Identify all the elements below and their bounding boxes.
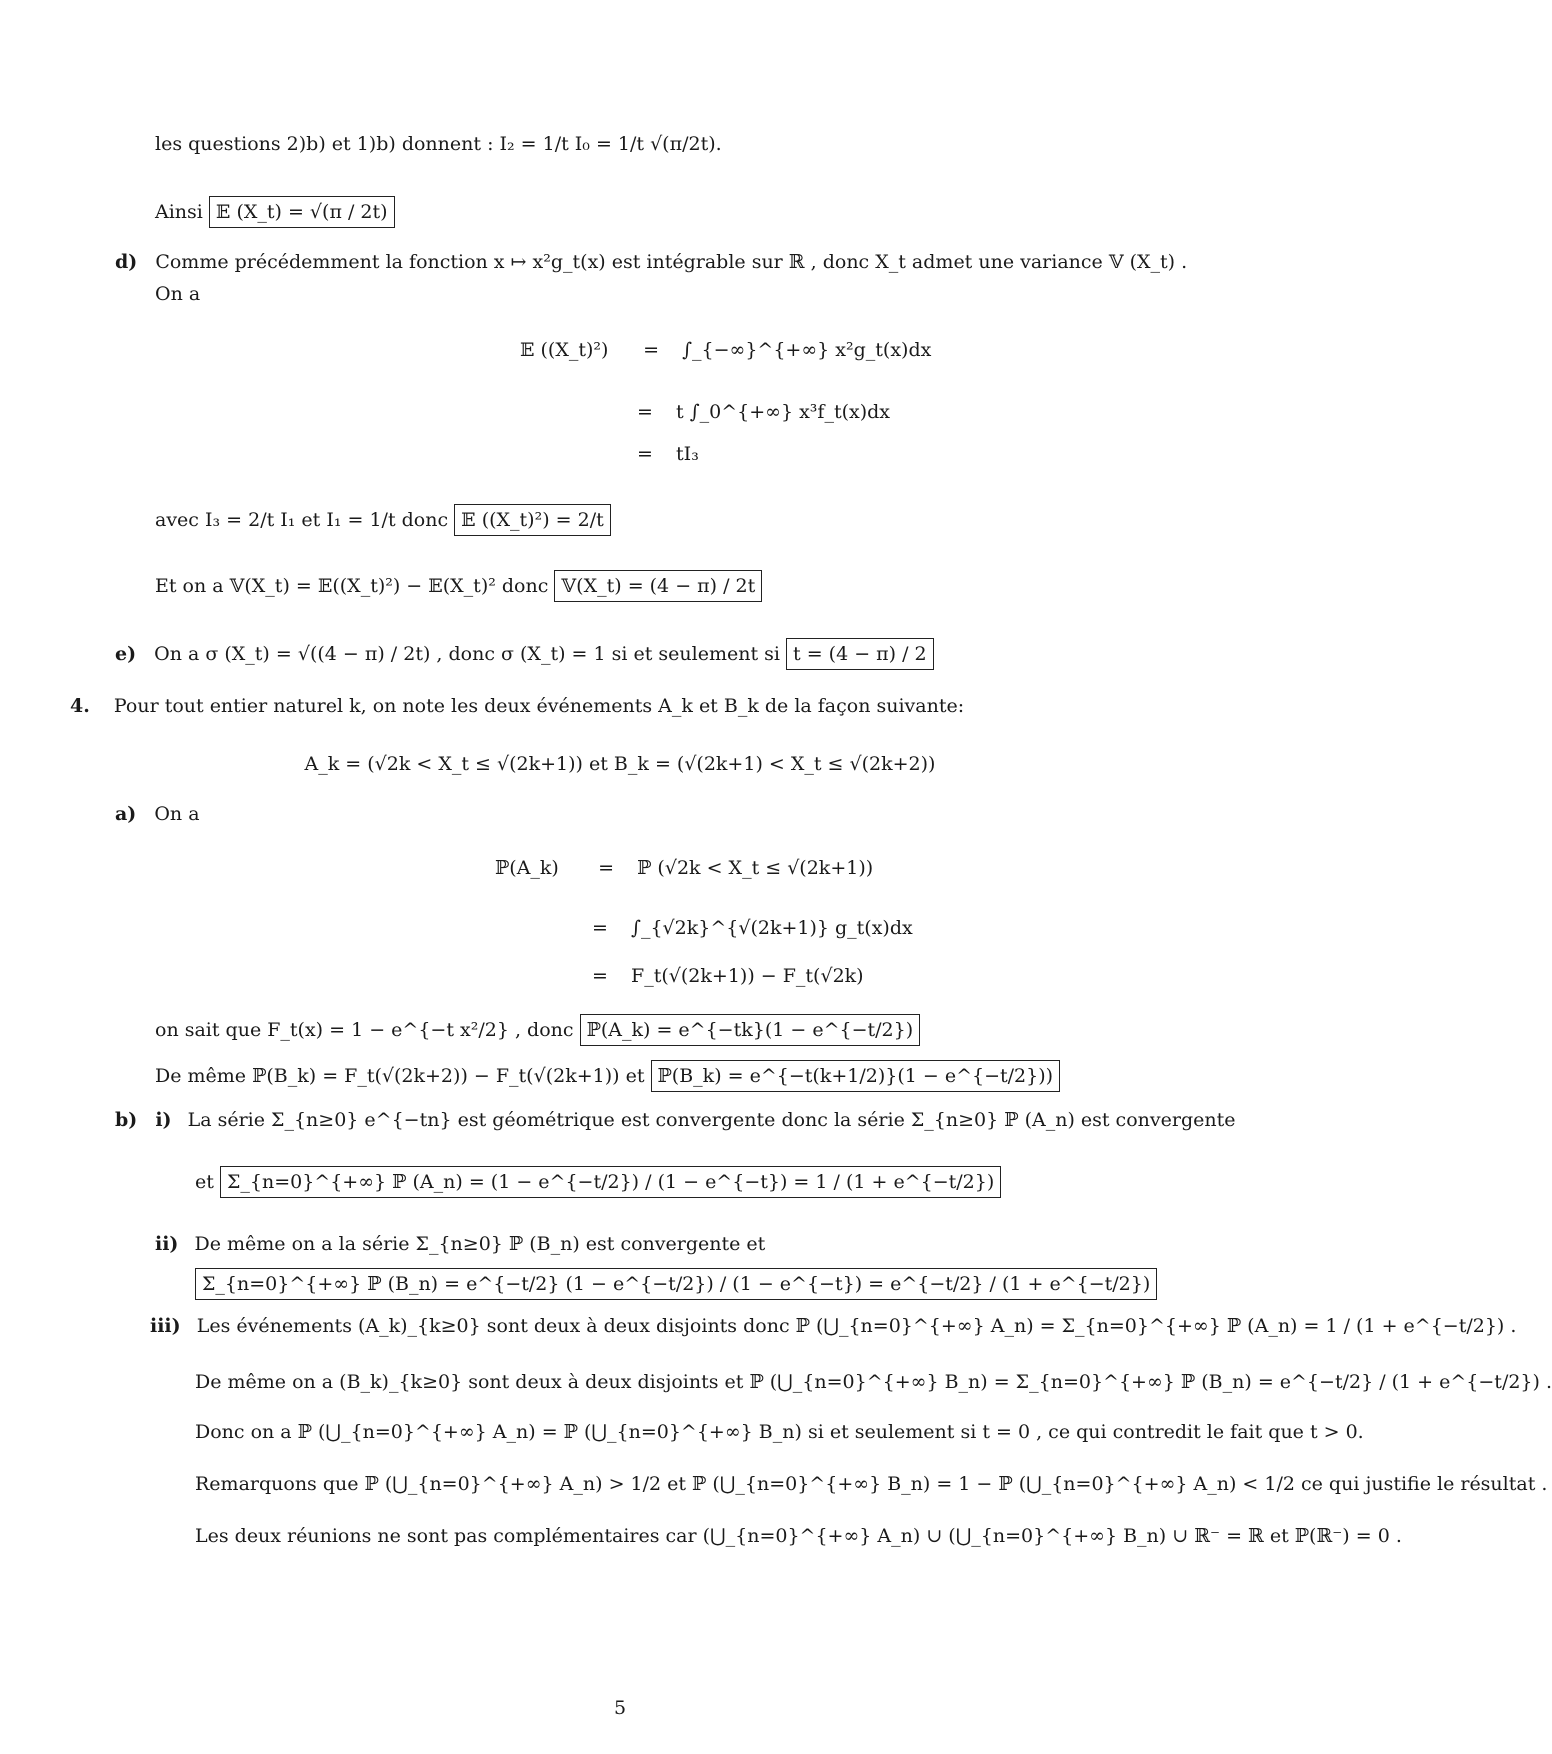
result-box-t: t = (4 − π) / 2 bbox=[786, 638, 934, 670]
eq-a1-lhs: ℙ(A_k) bbox=[495, 857, 559, 879]
ainsi-line bbox=[155, 196, 395, 228]
eq-d-row3 bbox=[620, 442, 699, 466]
part-b-ii-label: ii) bbox=[155, 1233, 179, 1255]
eq-sign: = bbox=[598, 857, 614, 879]
part-b-iii-text1: Les événements (A_k)_{k≥0} sont deux à deux disjoints donc ℙ (⋃_{n=0}^{+∞} A_n) = Σ_{n=0}^{+∞} ℙ (A_n) = 1 / (1 + e^{−t/2}) . bbox=[196, 1315, 1517, 1337]
part-b-iii-text4: Remarquons que ℙ (⋃_{n=0}^{+∞} A_n) > 1/2 et ℙ (⋃_{n=0}^{+∞} B_n) = 1 − ℙ (⋃_{n=0}^{+∞} A_n) < 1/2 ce qui justifie le résultat . bbox=[195, 1473, 1548, 1495]
part-a-line bbox=[115, 802, 200, 826]
part-b-ii-text: De même on a la série Σ_{n≥0} ℙ (B_n) est convergente et bbox=[194, 1233, 766, 1255]
eq-a-row3 bbox=[575, 964, 864, 988]
part-d-text: Comme précédemment la fonction x ↦ x²g_t(x) est intégrable sur ℝ , donc X_t admet une variance 𝕍 (X_t) . bbox=[155, 251, 1188, 273]
avec-line bbox=[155, 504, 611, 536]
events-definition: A_k = (√2k < X_t ≤ √(2k+1)) et B_k = (√(2k+1) < X_t ≤ √(2k+2)) bbox=[304, 753, 936, 775]
eq-a2-rhs: ∫_{√2k}^{√(2k+1)} g_t(x)dx bbox=[631, 917, 913, 939]
part-b-iii-text3: Donc on a ℙ (⋃_{n=0}^{+∞} A_n) = ℙ (⋃_{n=0}^{+∞} B_n) si et seulement si t = 0 , ce qui contredit le fait que t > 0. bbox=[195, 1421, 1364, 1443]
variance-text: Et on a 𝕍(X_t) = 𝔼((X_t)²) − 𝔼(X_t)² donc bbox=[155, 575, 549, 597]
part-d-text2: On a bbox=[155, 283, 201, 305]
intro-line: les questions 2)b) et 1)b) donnent : I₂ = 1/t I₀ = 1/t √(π/2t). bbox=[155, 133, 722, 155]
eq-sign: = bbox=[637, 443, 653, 465]
part-b-i-text: La série Σ_{n≥0} e^{−tn} est géométrique est convergente donc la série Σ_{n≥0} ℙ (A_n) est convergente bbox=[187, 1109, 1236, 1131]
eq-d2-rhs: t ∫_0^{+∞} x³f_t(x)dx bbox=[676, 401, 891, 423]
part-b-i-label: i) bbox=[155, 1109, 172, 1131]
on-sait-line bbox=[155, 1014, 920, 1046]
eq-sign: = bbox=[637, 401, 653, 423]
part-b-ii-line bbox=[155, 1232, 765, 1256]
result-box-pbk: ℙ(B_k) = e^{−t(k+1/2)}(1 − e^{−t/2})) bbox=[651, 1060, 1061, 1092]
de-meme-line bbox=[155, 1060, 1060, 1092]
result-box-variance: 𝕍(X_t) = (4 − π) / 2t bbox=[554, 570, 762, 602]
eq-sign: = bbox=[592, 917, 608, 939]
eq-d3-rhs: tI₃ bbox=[676, 443, 699, 465]
part-b-i-et: et bbox=[195, 1171, 214, 1193]
eq-a-row1 bbox=[495, 856, 873, 880]
part-d-line bbox=[115, 250, 1187, 274]
part-b-ii-result bbox=[195, 1268, 1157, 1300]
part-e-text: On a σ (X_t) = √((4 − π) / 2t) , donc σ (X_t) = 1 si et seulement si bbox=[154, 643, 780, 665]
part-b-iii-line1 bbox=[150, 1314, 1516, 1338]
eq-d-row1 bbox=[520, 338, 931, 362]
result-box-sum-an: Σ_{n=0}^{+∞} ℙ (A_n) = (1 − e^{−t/2}) / (1 − e^{−t}) = 1 / (1 + e^{−t/2}) bbox=[220, 1166, 1001, 1198]
part-b-iii-text2: De même on a (B_k)_{k≥0} sont deux à deux disjoints et ℙ (⋃_{n=0}^{+∞} B_n) = Σ_{n=0}^{+∞} ℙ (B_n) = e^{−t/2} / (1 + e^{−t/2}) . bbox=[195, 1371, 1552, 1393]
result-box-second-moment: 𝔼 ((X_t)²) = 2/t bbox=[454, 504, 611, 536]
on-sait-text: on sait que F_t(x) = 1 − e^{−t x²/2} , donc bbox=[155, 1019, 574, 1041]
eq-a3-rhs: F_t(√(2k+1)) − F_t(√2k) bbox=[631, 965, 864, 987]
eq-sign: = bbox=[592, 965, 608, 987]
eq-sign: = bbox=[643, 339, 659, 361]
result-box-pak: ℙ(A_k) = e^{−tk}(1 − e^{−t/2}) bbox=[580, 1014, 921, 1046]
page-number: 5 bbox=[613, 1697, 627, 1719]
eq-a-row2 bbox=[575, 916, 913, 940]
question-4-label: 4. bbox=[70, 695, 90, 717]
part-b-iii-text5: Les deux réunions ne sont pas complémentaires car (⋃_{n=0}^{+∞} A_n) ∪ (⋃_{n=0}^{+∞} B_n) ∪ ℝ⁻ = ℝ et ℙ(ℝ⁻) = 0 . bbox=[195, 1525, 1402, 1547]
result-box-sum-bn: Σ_{n=0}^{+∞} ℙ (B_n) = e^{−t/2} (1 − e^{−t/2}) / (1 − e^{−t}) = e^{−t/2} / (1 + e^{−t/2}) bbox=[195, 1268, 1157, 1300]
question-4-line bbox=[70, 694, 964, 718]
ainsi-label: Ainsi bbox=[155, 201, 203, 223]
eq-a1-rhs: ℙ (√2k < X_t ≤ √(2k+1)) bbox=[637, 857, 874, 879]
part-a-text: On a bbox=[154, 803, 200, 825]
de-meme-text: De même ℙ(B_k) = F_t(√(2k+2)) − F_t(√(2k+1)) et bbox=[155, 1065, 645, 1087]
part-b-i-line bbox=[115, 1108, 1235, 1132]
part-b-iii-label: iii) bbox=[150, 1315, 181, 1337]
part-d-label: d) bbox=[115, 251, 138, 273]
eq-d-row2 bbox=[620, 400, 890, 424]
part-a-label: a) bbox=[115, 803, 137, 825]
avec-text: avec I₃ = 2/t I₁ et I₁ = 1/t donc bbox=[155, 509, 449, 531]
part-e-line bbox=[115, 638, 934, 670]
variance-line bbox=[155, 570, 762, 602]
result-box-expectation: 𝔼 (X_t) = √(π / 2t) bbox=[209, 196, 395, 228]
part-b-i-result bbox=[195, 1166, 1001, 1198]
part-b-label: b) bbox=[115, 1109, 138, 1131]
question-4-text: Pour tout entier naturel k, on note les deux événements A_k et B_k de la façon suivante: bbox=[113, 695, 965, 717]
part-e-label: e) bbox=[115, 643, 137, 665]
eq-d1-lhs: 𝔼 ((X_t)²) bbox=[520, 339, 609, 361]
eq-d1-rhs: ∫_{−∞}^{+∞} x²g_t(x)dx bbox=[682, 339, 932, 361]
